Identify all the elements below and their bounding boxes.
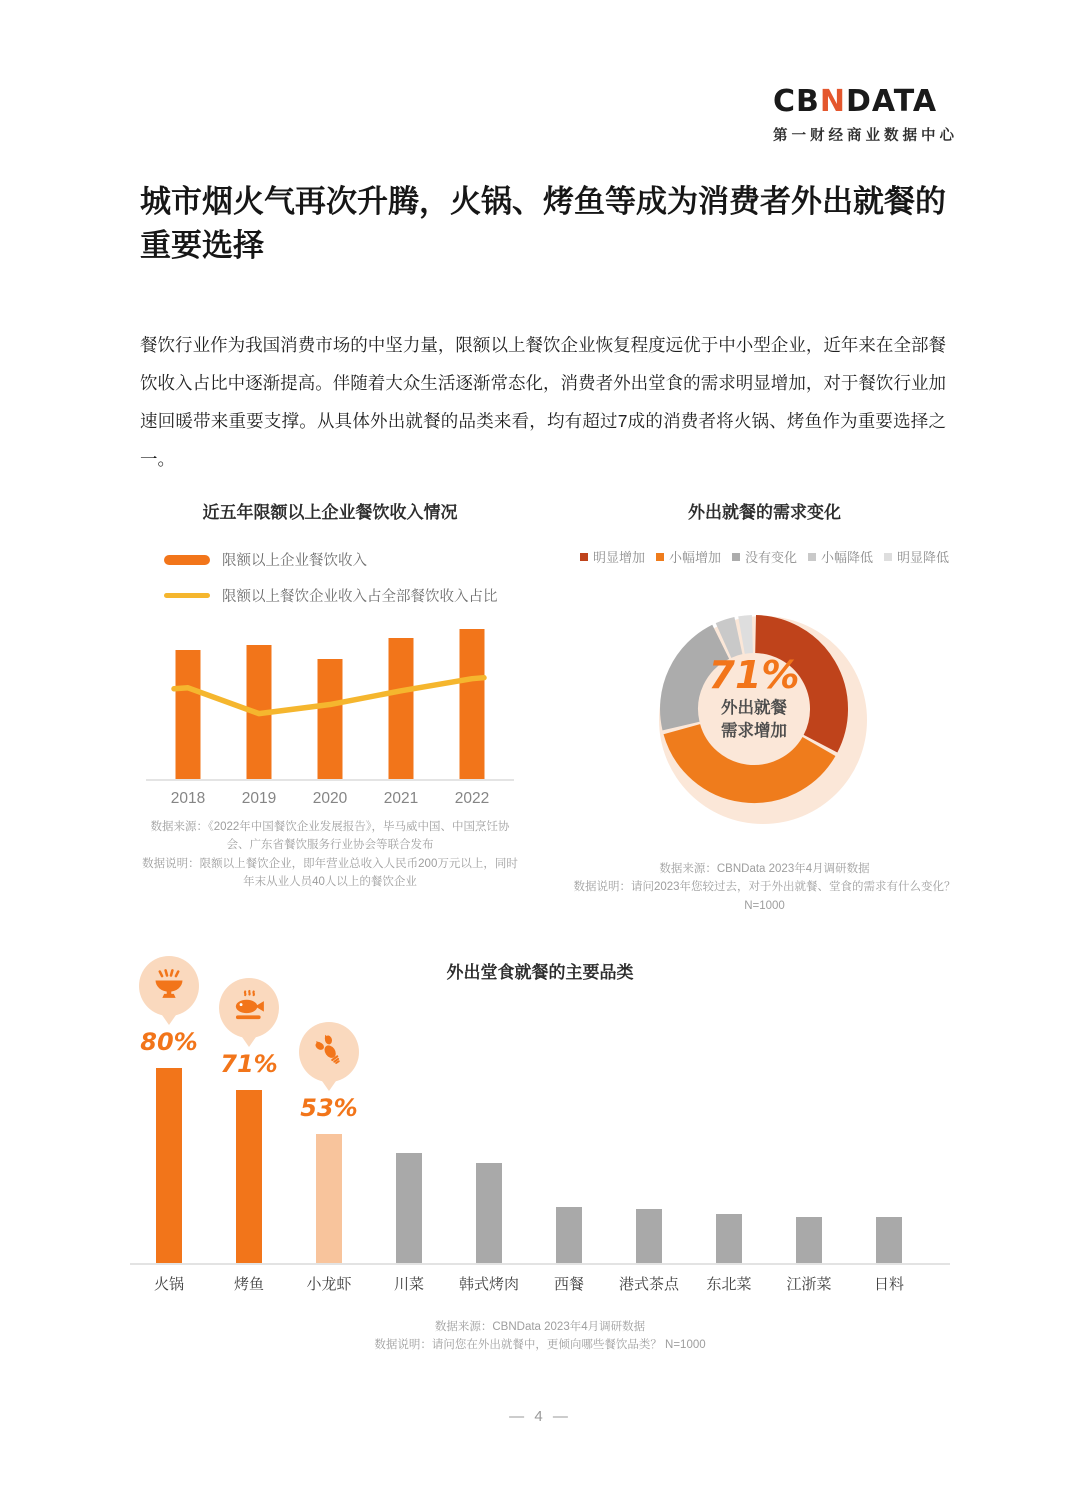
category-label-烤鱼: 烤鱼 bbox=[233, 1276, 264, 1293]
value-label-烤鱼: 71% bbox=[220, 1050, 278, 1078]
legend-item-小幅增加 bbox=[656, 547, 721, 566]
donut-chart-wrap bbox=[552, 568, 977, 860]
sample-line: N=1000 bbox=[744, 899, 785, 912]
category-label-火锅: 火锅 bbox=[153, 1276, 184, 1293]
legend-item-明显增加 bbox=[580, 547, 645, 566]
logo-data: DATA bbox=[846, 84, 938, 119]
icon-bubble-烤鱼 bbox=[219, 978, 279, 1038]
demand-chart-legend bbox=[552, 547, 977, 566]
category-label-川菜: 川菜 bbox=[393, 1276, 424, 1293]
grilled-fish-icon bbox=[232, 989, 266, 1028]
demand-chart-source bbox=[552, 860, 977, 915]
intro-paragraph: 餐饮行业作为我国消费市场的中坚力量，限额以上餐饮企业恢复程度远优于中小型企业，近年来在全部餐饮收入占比中逐渐提高。伴随着大众生活逐渐常态化，消费者外出堂食的需求明显增加，对于餐饮行业加速回暖带来重要支撑。从具体外出就餐的品类来看，均有超过7成的消费者将火锅、烤鱼作为重要选择之一。 bbox=[140, 335, 946, 470]
x-axis-label: 2018 bbox=[170, 790, 206, 807]
revenue-bar-2022 bbox=[460, 629, 485, 779]
category-bar-东北菜 bbox=[716, 1214, 742, 1263]
revenue-bar-2020 bbox=[318, 659, 343, 779]
legend-label: 明显降低 bbox=[897, 550, 950, 565]
categories-chart-title: 外出堂食就餐的主要品类 bbox=[446, 963, 634, 982]
note-line: 数据说明：请问2023年您较过去，对于外出就餐、堂食的需求有什么变化？ bbox=[573, 881, 956, 894]
legend-swatch-icon bbox=[808, 553, 816, 561]
legend-label: 明显增加 bbox=[592, 550, 645, 565]
revenue-chart-title: 近五年限额以上企业餐饮收入情况 bbox=[202, 503, 458, 522]
category-bar-川菜 bbox=[396, 1153, 422, 1263]
revenue-bar-2018 bbox=[176, 650, 201, 779]
category-bar-火锅 bbox=[156, 1068, 182, 1263]
category-label-日料: 日料 bbox=[873, 1276, 904, 1293]
legend-label: 限额以上餐饮企业收入占全部餐饮收入占比 bbox=[222, 589, 498, 605]
donut-segment-明显降低 bbox=[742, 634, 753, 635]
demand-chart-title: 外出就餐的需求变化 bbox=[688, 503, 841, 522]
category-bar-西餐 bbox=[556, 1207, 582, 1263]
category-label-韩式烤肉: 韩式烤肉 bbox=[458, 1276, 519, 1293]
legend-item-小幅降低 bbox=[808, 547, 873, 566]
category-bar-港式茶点 bbox=[636, 1209, 662, 1263]
category-label-东北菜: 东北菜 bbox=[706, 1276, 752, 1293]
legend-item-revenue bbox=[164, 549, 520, 570]
logo-n: N bbox=[819, 84, 846, 119]
legend-item-share bbox=[164, 585, 520, 606]
category-bar-小龙虾 bbox=[316, 1134, 342, 1263]
note-line: 数据说明：请问您在外出就餐中，更倾向哪些餐饮品类？ N=1000 bbox=[374, 1339, 706, 1352]
revenue-bar-line-chart bbox=[140, 621, 520, 813]
category-label-西餐: 西餐 bbox=[553, 1276, 584, 1293]
value-label-小龙虾: 53% bbox=[300, 1094, 358, 1122]
legend-label: 限额以上企业餐饮收入 bbox=[222, 553, 367, 569]
x-axis-label: 2019 bbox=[241, 790, 277, 807]
source-line: 数据来源：《2022年中国餐饮企业发展报告》，毕马威中国、中国烹饪协会、广东省餐饮服务行业协会等联合发布 bbox=[150, 821, 510, 852]
legend-item-没有变化 bbox=[732, 547, 797, 566]
revenue-chart-legend bbox=[164, 549, 520, 606]
category-bar-江浙菜 bbox=[796, 1217, 822, 1263]
baseline bbox=[130, 1263, 950, 1265]
category-label-江浙菜: 江浙菜 bbox=[786, 1276, 832, 1293]
category-bar-韩式烤肉 bbox=[476, 1163, 502, 1263]
demand-chart-block bbox=[552, 498, 977, 915]
logo-subtitle: 第一财经商业数据中心 bbox=[773, 128, 958, 144]
categories-bars-area bbox=[130, 940, 950, 1300]
icon-bubble-火锅 bbox=[139, 956, 199, 1016]
page-number: — 4 — bbox=[509, 1408, 571, 1425]
categories-chart-block bbox=[130, 940, 950, 1410]
crayfish-icon bbox=[313, 1034, 345, 1071]
source-line: 数据来源：CBNData 2023年4月调研数据 bbox=[434, 1321, 646, 1333]
source-line: 数据来源：CBNData 2023年4月调研数据 bbox=[659, 863, 870, 875]
x-axis-label: 2020 bbox=[312, 790, 348, 807]
category-label-港式茶点: 港式茶点 bbox=[618, 1276, 679, 1293]
legend-label: 小幅增加 bbox=[668, 550, 721, 565]
revenue-chart-source bbox=[140, 818, 520, 892]
cbndata-logo-text bbox=[773, 84, 958, 119]
x-axis-label: 2022 bbox=[454, 790, 490, 807]
cbndata-logo bbox=[773, 84, 958, 145]
legend-label: 没有变化 bbox=[744, 550, 797, 565]
categories-chart-source bbox=[130, 1318, 950, 1355]
legend-swatch-icon bbox=[580, 553, 588, 561]
donut-center-value: 71% bbox=[708, 653, 800, 697]
category-bar-日料 bbox=[876, 1217, 902, 1263]
value-label-火锅: 80% bbox=[140, 1028, 198, 1056]
legend-swatch-icon bbox=[732, 553, 740, 561]
legend-swatch-icon bbox=[656, 553, 664, 561]
bar-swatch-icon bbox=[164, 555, 210, 565]
x-axis-label: 2021 bbox=[383, 790, 419, 807]
legend-label: 小幅降低 bbox=[821, 550, 874, 565]
legend-swatch-icon bbox=[884, 553, 892, 561]
page-title: 城市烟火气再次升腾，火锅、烤鱼等成为消费者外出就餐的重要选择 bbox=[140, 184, 946, 264]
revenue-bar-2021 bbox=[389, 638, 414, 779]
category-label-小龙虾: 小龙虾 bbox=[306, 1276, 352, 1293]
category-bar-烤鱼 bbox=[236, 1090, 262, 1263]
donut-center-label bbox=[654, 653, 854, 743]
legend-item-明显降低 bbox=[884, 547, 949, 566]
hotpot-icon bbox=[152, 967, 186, 1006]
logo-cb: CB bbox=[773, 84, 820, 119]
revenue-chart-block bbox=[140, 498, 520, 892]
donut-center-line2: 需求增加 bbox=[721, 722, 787, 741]
note-line: 数据说明：限额以上餐饮企业，即年营业总收入人民币200万元以上，同时年末从业人员40人以上的餐饮企业 bbox=[142, 857, 518, 889]
donut-segment-小幅降低 bbox=[724, 636, 739, 641]
icon-bubble-小龙虾 bbox=[299, 1022, 359, 1082]
donut-center-line1: 外出就餐 bbox=[721, 699, 787, 717]
line-swatch-icon bbox=[164, 593, 210, 598]
